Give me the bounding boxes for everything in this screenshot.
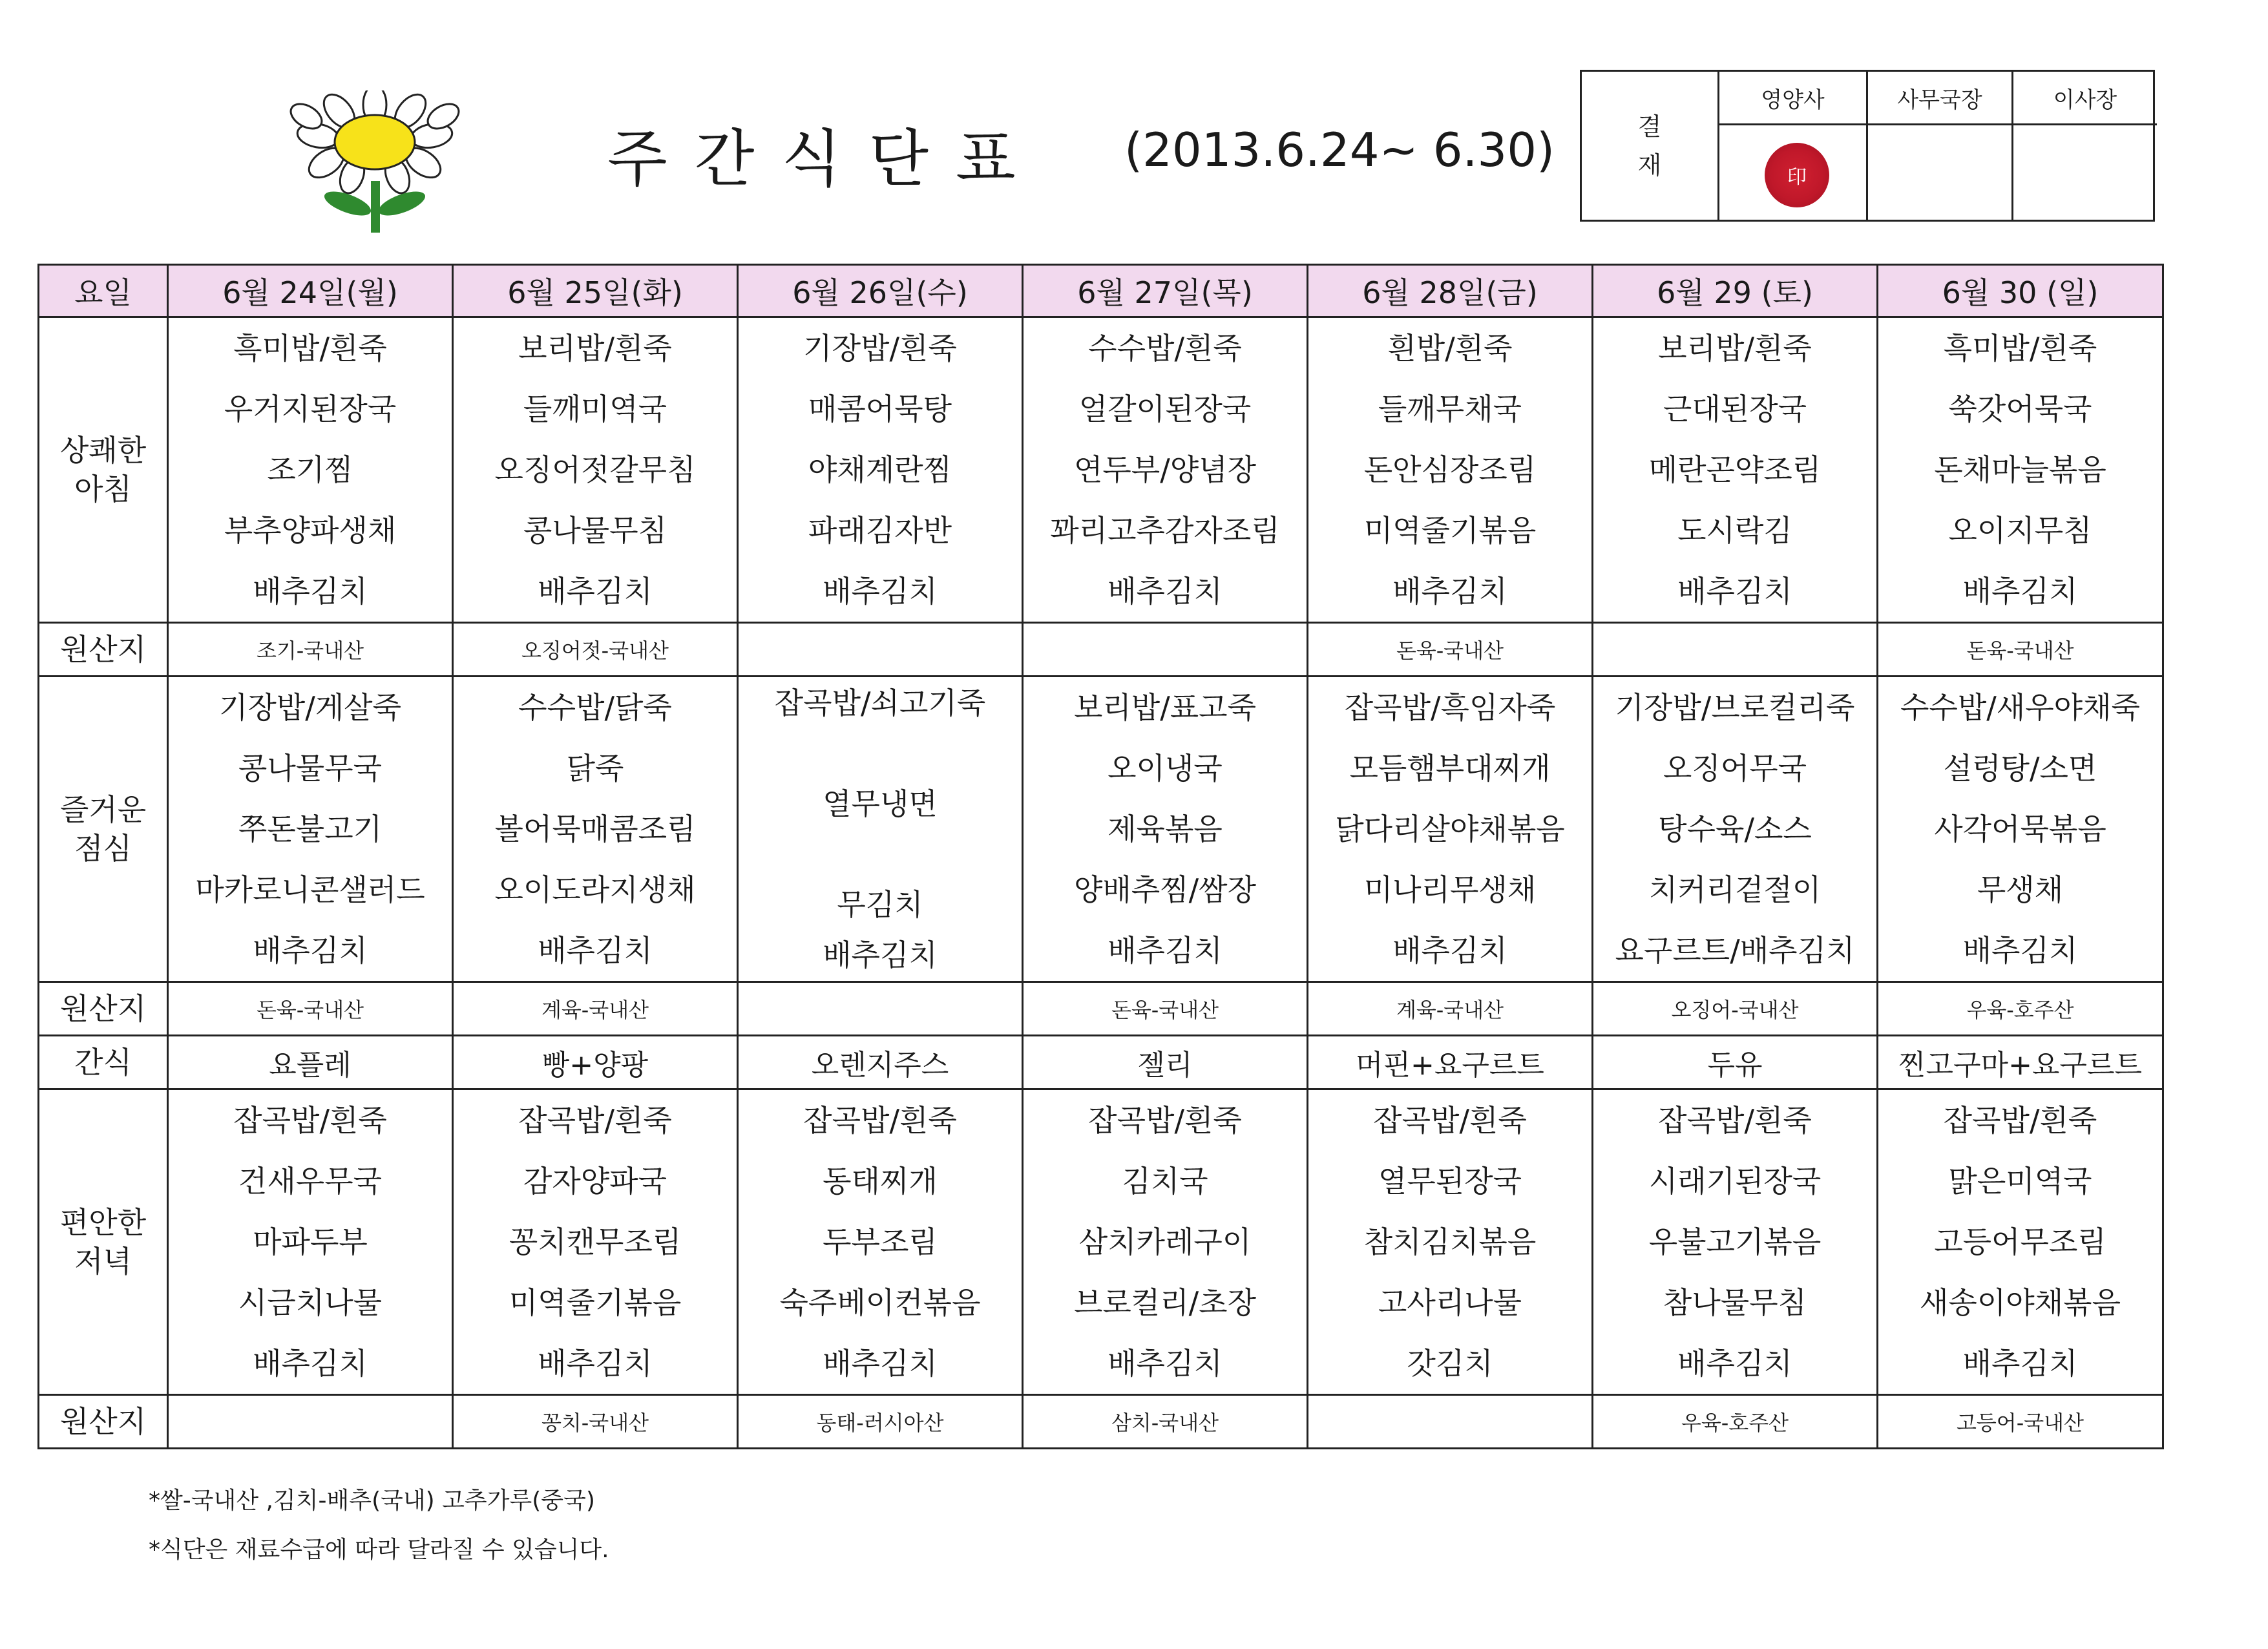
menu-item: 쭈돈불고기 [238,812,383,846]
menu-item: 오이도라지생채 [494,872,696,907]
menu-item: 잡곡밥/흰죽 [803,1103,957,1138]
menu-period: (2013.6.24~ 6.30) [1124,123,1555,177]
menu-item: 수수밥/새우야채죽 [1900,690,2140,725]
approval-director [2011,72,2157,220]
approval-nutritionist [1717,72,1866,220]
menu-item: 돈채마늘볶음 [1934,452,2106,487]
approval-role: 이사장 [2013,72,2157,125]
menu-item: 잡곡밥/흰죽 [233,1103,387,1138]
page-title: 주간식단표 [607,123,1043,195]
approval-label: 결 재 [1637,112,1662,180]
menu-item: 잡곡밥/흰죽 [1943,1103,2097,1138]
origin-cell: 돈육-국내산 [168,982,453,1036]
origin-cell [168,1395,453,1449]
approval-office-manager [1866,72,2011,220]
menu-item: 메란곤약조림 [1648,452,1822,487]
menu-item: 조기찜 [267,452,353,487]
menu-item: 양배추찜/쌈장 [1073,872,1257,907]
meal-cell [453,1089,738,1395]
menu-item: 갓김치 [1407,1346,1493,1381]
menu-item: 무김치 [837,887,923,922]
menu-item: 김치국 [1122,1164,1208,1199]
footnote: *쌀-국내산 ,김치-배추(국내) 고추가루(중국) [149,1487,595,1514]
origin-cell: 우육-호주산 [1593,1395,1878,1449]
meal-cell [1593,317,1878,623]
day-header: 6월 27일(목) [1023,265,1308,317]
menu-item: 시금치나물 [238,1285,383,1320]
footnotes [149,1476,609,1575]
origin-cell [1593,623,1878,677]
menu-item: 볼어묵매콤조림 [494,812,696,846]
origin-cell: 꽁치-국내산 [453,1395,738,1449]
dinner-label: 편안한 저녁 [39,1089,168,1395]
menu-item: 오이냉국 [1108,751,1223,786]
origin-cell: 오징어-국내산 [1593,982,1878,1036]
menu-item: 배추김치 [1962,1346,2078,1381]
meal-cell [1878,677,2163,982]
menu-item: 배추김치 [1677,574,1792,609]
menu-item: 배추김치 [1962,574,2078,609]
menu-item: 쑥갓어묵국 [1948,392,2092,426]
menu-item: 열무냉면 [823,786,938,821]
meal-cell [1308,677,1593,982]
origin-cell [738,623,1023,677]
menu-item: 배추김치 [823,938,938,972]
snack-label: 간식 [39,1036,168,1089]
menu-item: 배추김치 [538,1346,653,1381]
menu-item: 무생채 [1977,872,2064,907]
menu-item: 브로컬리/초장 [1073,1285,1257,1320]
approval-box [1580,70,2155,222]
menu-item: 배추김치 [1108,1346,1223,1381]
menu-item: 기장밥/게살죽 [218,690,402,725]
menu-item: 사각어묵볶음 [1934,812,2106,846]
origin-cell [738,982,1023,1036]
meal-cell [168,677,453,982]
origin-cell: 돈육-국내산 [1023,982,1308,1036]
meal-cell [738,317,1023,623]
flower-logo [265,90,485,233]
menu-item: 우불고기볶음 [1648,1224,1822,1259]
breakfast-origin-row [39,623,2163,677]
origin-cell: 우육-호주산 [1878,982,2163,1036]
menu-item: 잡곡밥/흰죽 [1373,1103,1527,1138]
lunch-label: 즐거운 점심 [39,677,168,982]
menu-item: 흑미밥/흰죽 [1943,331,2097,366]
snack-cell: 오렌지주스 [738,1036,1023,1089]
menu-item: 열무된장국 [1378,1164,1522,1199]
day-header: 6월 29 (토) [1593,265,1878,317]
snack-cell: 젤리 [1023,1036,1308,1089]
corner-cell: 요일 [39,265,168,317]
menu-item: 삼치카레구이 [1078,1224,1252,1259]
menu-item: 마카로니콘샐러드 [195,872,425,907]
meal-cell [453,317,738,623]
origin-cell: 고등어-국내산 [1878,1395,2163,1449]
meal-cell [1593,1089,1878,1395]
menu-item: 잡곡밥/흰죽 [518,1103,672,1138]
day-header-row [39,265,2163,317]
meal-cell [1023,1089,1308,1395]
menu-item: 오징어무국 [1663,751,1807,786]
day-header: 6월 25일(화) [453,265,738,317]
menu-item: 두부조림 [823,1224,938,1259]
menu-item: 들깨미역국 [523,392,667,426]
menu-item: 고사리나물 [1378,1285,1522,1320]
lunch-row [39,677,2163,982]
menu-item: 시래기된장국 [1648,1164,1822,1199]
menu-item: 보리밥/흰죽 [518,331,672,366]
snack-cell: 찐고구마+요구르트 [1878,1036,2163,1089]
menu-item: 미나리무생채 [1363,872,1537,907]
menu-item: 파래김자반 [808,513,952,548]
snack-cell: 빵+양팡 [453,1036,738,1089]
menu-item: 오징어젓갈무침 [494,452,696,487]
origin-cell [1023,623,1308,677]
menu-item: 돈안심장조림 [1363,452,1537,487]
menu-item: 야채계란찜 [808,452,952,487]
meal-cell [1878,1089,2163,1395]
weekly-menu-table [37,264,2164,1449]
menu-item: 기장밥/흰죽 [803,331,957,366]
origin-cell: 돈육-국내산 [1878,623,2163,677]
menu-item: 새송이야채볶음 [1919,1285,2121,1320]
lunch-origin-row [39,982,2163,1036]
menu-item: 맑은미역국 [1948,1164,2092,1199]
menu-item: 치커리겉절이 [1648,872,1822,907]
meal-cell [453,677,738,982]
menu-item: 잡곡밥/쇠고기죽 [774,686,986,720]
menu-item [739,829,1022,879]
menu-item: 잡곡밥/흰죽 [1658,1103,1812,1138]
origin-cell: 동태-러시아산 [738,1395,1023,1449]
origin-cell: 오징어젓-국내산 [453,623,738,677]
menu-item: 모듬햄부대찌개 [1349,751,1551,786]
menu-item: 닭죽 [566,751,624,786]
breakfast-label: 상쾌한 아침 [39,317,168,623]
meal-cell [1878,317,2163,623]
menu-item: 배추김치 [253,574,368,609]
day-header: 6월 26일(수) [738,265,1023,317]
menu-item: 콩나물무국 [238,751,383,786]
menu-item: 근대된장국 [1663,392,1807,426]
menu-item: 배추김치 [823,1346,938,1381]
menu-item: 감자양파국 [523,1164,667,1199]
menu-item: 설렁탕/소면 [1943,751,2097,786]
menu-item: 보리밥/표고죽 [1073,690,1257,725]
menu-item: 콩나물무침 [523,513,667,548]
snack-cell: 머핀+요구르트 [1308,1036,1593,1089]
origin-cell: 조기-국내산 [168,623,453,677]
meal-cell [1023,677,1308,982]
menu-item: 탕수육/소스 [1658,812,1812,846]
menu-item: 숙주베이컨볶음 [779,1285,981,1320]
menu-item: 꽈리고추감자조림 [1050,513,1280,548]
meal-cell [738,677,1023,982]
menu-item: 꽁치캔무조림 [509,1224,682,1259]
origin-cell: 계육-국내산 [453,982,738,1036]
origin-label: 원산지 [39,982,168,1036]
meal-cell [1593,677,1878,982]
menu-item: 미역줄기볶음 [1363,513,1537,548]
menu-item: 동태찌개 [823,1164,938,1199]
approval-role: 사무국장 [1868,72,2011,125]
origin-cell: 계육-국내산 [1308,982,1593,1036]
origin-cell [1308,1395,1593,1449]
menu-item: 흑미밥/흰죽 [233,331,387,366]
menu-item: 배추김치 [538,574,653,609]
menu-item: 배추김치 [1108,933,1223,968]
menu-item: 닭다리살야채볶음 [1335,812,1565,846]
meal-cell [1308,317,1593,623]
origin-cell: 삼치-국내산 [1023,1395,1308,1449]
menu-item: 고등어무조림 [1934,1224,2106,1259]
origin-label: 원산지 [39,623,168,677]
menu-item: 보리밥/흰죽 [1658,331,1812,366]
menu-item: 오이지무침 [1948,513,2092,548]
menu-item: 흰밥/흰죽 [1387,331,1513,366]
menu-item: 배추김치 [823,574,938,609]
menu-item: 배추김치 [253,933,368,968]
approval-stamp: 印 [1765,143,1829,207]
menu-item: 요구르트/배추김치 [1615,933,1855,968]
snack-cell: 요플레 [168,1036,453,1089]
meal-cell [168,1089,453,1395]
menu-item: 참치김치볶음 [1363,1224,1537,1259]
dinner-origin-row [39,1395,2163,1449]
meal-cell [168,317,453,623]
approval-role: 영양사 [1719,72,1866,125]
menu-item: 수수밥/닭죽 [518,690,672,725]
menu-item: 잡곡밥/흑임자죽 [1344,690,1556,725]
menu-item: 우거지된장국 [224,392,397,426]
day-header: 6월 30 (일) [1878,265,2163,317]
menu-item: 제육볶음 [1108,812,1223,846]
breakfast-row [39,317,2163,623]
menu-item: 배추김치 [1392,933,1507,968]
origin-label: 원산지 [39,1395,168,1449]
snack-cell: 두유 [1593,1036,1878,1089]
footnote: *식단은 재료수급에 따라 달라질 수 있습니다. [149,1537,609,1563]
menu-item: 수수밥/흰죽 [1088,331,1242,366]
snack-row [39,1036,2163,1089]
menu-item: 들깨무채국 [1378,392,1522,426]
menu-item: 매콤어묵탕 [808,392,952,426]
meal-cell [738,1089,1023,1395]
menu-item: 배추김치 [1962,933,2078,968]
menu-item: 배추김치 [1392,574,1507,609]
day-header: 6월 28일(금) [1308,265,1593,317]
menu-item: 마파두부 [253,1224,368,1259]
day-header: 6월 24일(월) [168,265,453,317]
menu-item: 배추김치 [1108,574,1223,609]
menu-item: 도시락김 [1677,513,1792,548]
menu-item: 건새우무국 [238,1164,383,1199]
menu-item [739,728,1022,779]
meal-cell [1023,317,1308,623]
menu-item: 배추김치 [538,933,653,968]
menu-item: 배추김치 [253,1346,368,1381]
menu-item: 배추김치 [1677,1346,1792,1381]
meal-cell [1308,1089,1593,1395]
menu-item: 미역줄기볶음 [509,1285,682,1320]
menu-item: 잡곡밥/흰죽 [1088,1103,1242,1138]
menu-item: 기장밥/브로컬리죽 [1615,690,1855,725]
menu-item: 참나물무침 [1663,1285,1807,1320]
menu-item: 얼갈이된장국 [1078,392,1252,426]
menu-item: 연두부/양념장 [1073,452,1257,487]
origin-cell: 돈육-국내산 [1308,623,1593,677]
menu-item: 부추양파생채 [224,513,397,548]
dinner-row [39,1089,2163,1395]
